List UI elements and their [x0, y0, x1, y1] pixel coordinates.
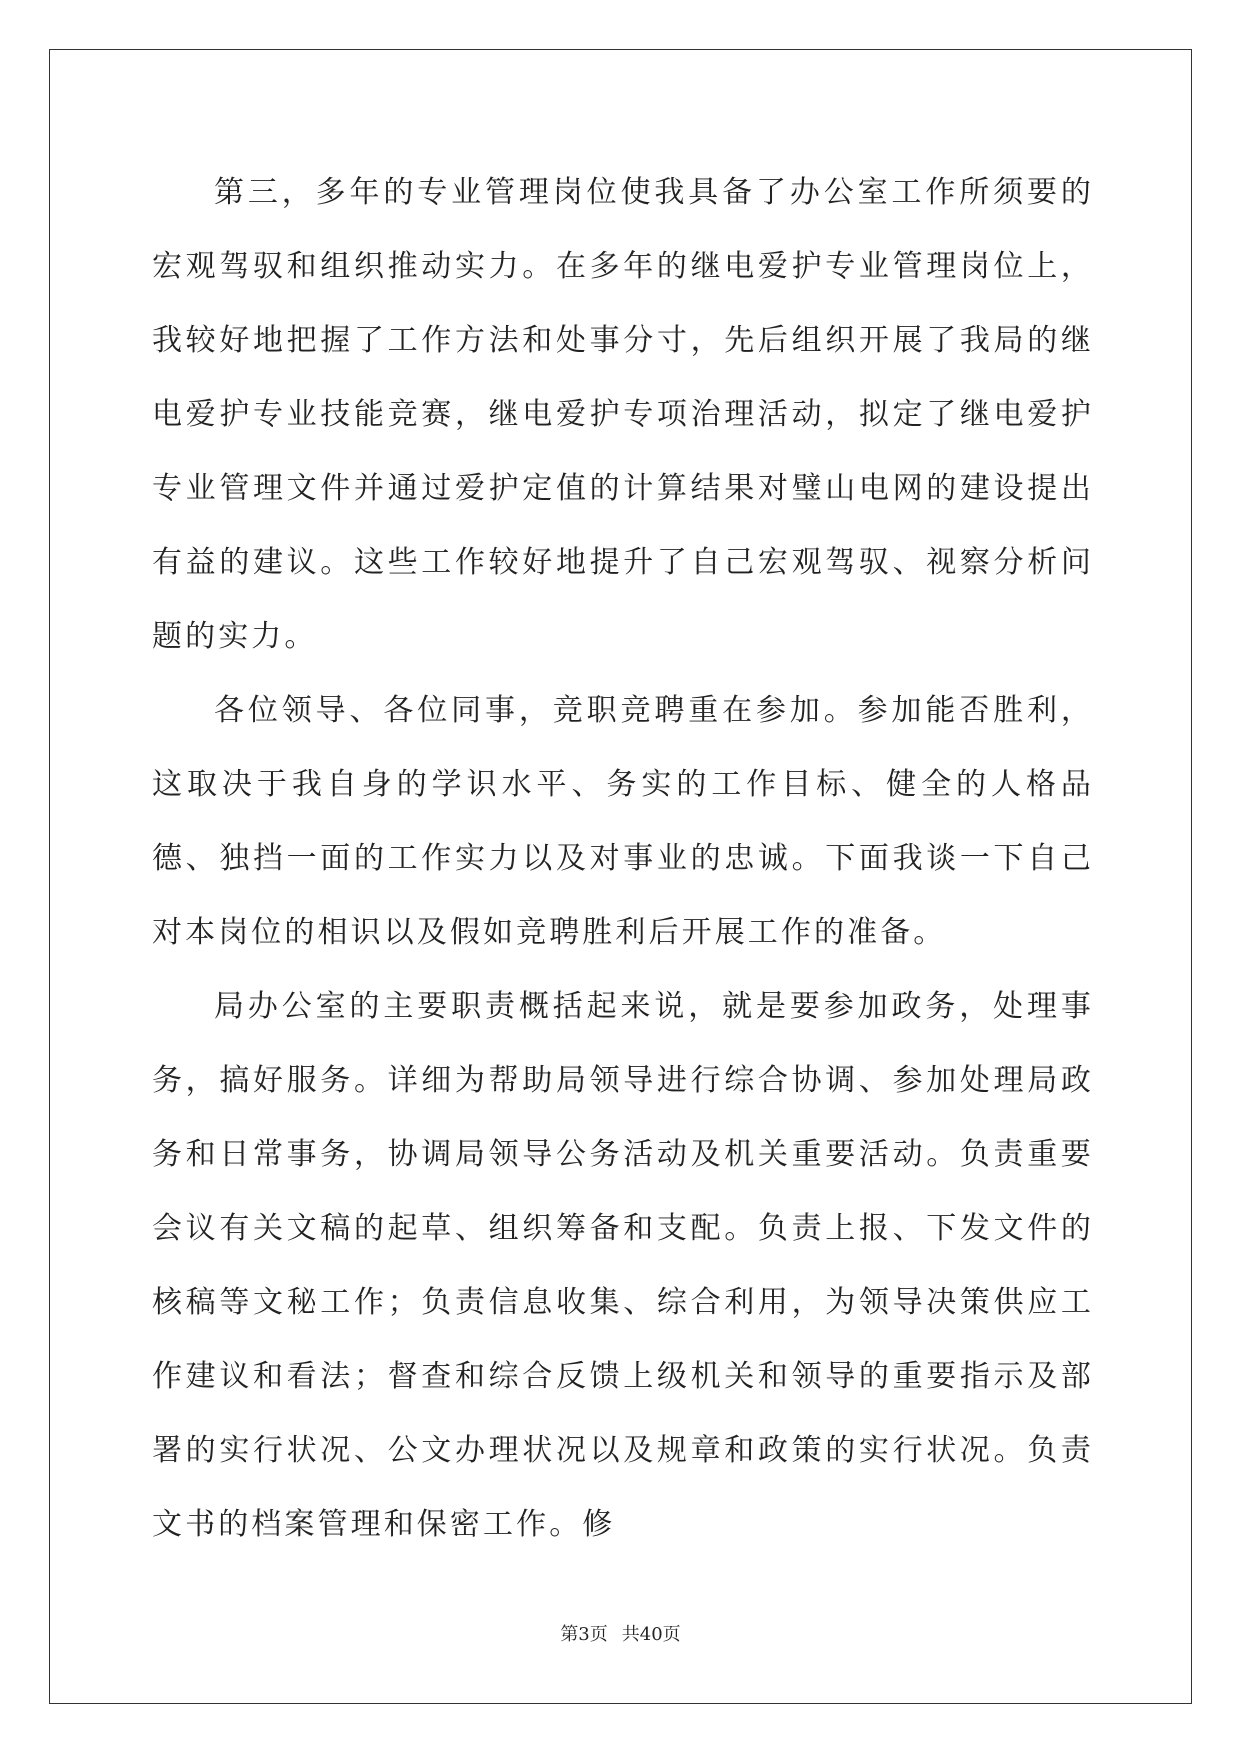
- paragraph: 局办公室的主要职责概括起来说，就是要参加政务，处理事务，搞好服务。详细为帮助局领导进行综合协调、参加处理局政务和日常事务，协调局领导公务活动及机关重要活动。负责重要会议有关文稿的起草、组织筹备和支配。负责上报、下发文件的核稿等文秘工作；负责信息收集、综合利用，为领导决策供应工作建议和看法；督查和综合反馈上级机关和领导的重要指示及部署的实行状况、公文办理状况以及规章和政策的实行状况。负责文书的档案管理和保密工作。修: [152, 989, 1094, 1542]
- paragraph: 各位领导、各位同事，竞职竞聘重在参加。参加能否胜利，这取决于我自身的学识水平、务实的工作目标、健全的人格品德、独挡一面的工作实力以及对事业的忠诚。下面我谈一下自己对本岗位的相识以及假如竞聘胜利后开展工作的准备。: [152, 693, 1094, 950]
- document-body: [152, 156, 1094, 1562]
- page-footer: [0, 1620, 1241, 1646]
- page-total: 共40页: [621, 1624, 681, 1645]
- paragraph: 第三，多年的专业管理岗位使我具备了办公室工作所须要的宏观驾驭和组织推动实力。在多年的继电爱护专业管理岗位上，我较好地把握了工作方法和处事分寸，先后组织开展了我局的继电爱护专业技能竞赛，继电爱护专项治理活动，拟定了继电爱护专业管理文件并通过爱护定值的计算结果对璧山电网的建设提出有益的建议。这些工作较好地提升了自己宏观驾驭、视察分析问题的实力。: [152, 175, 1094, 654]
- page-number: 第3页: [560, 1624, 608, 1645]
